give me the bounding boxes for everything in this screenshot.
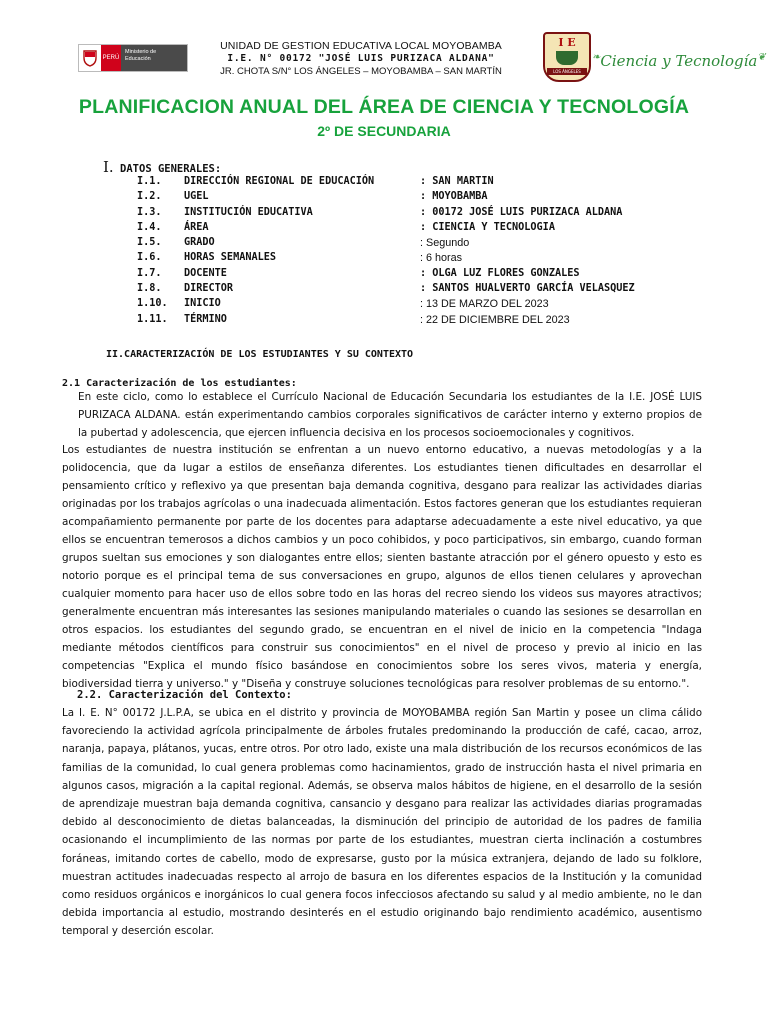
item-separator: : [420,252,426,265]
item-value-text: CIENCIA Y TECNOLOGIA [432,221,555,233]
logo-country: PERÚ [101,45,121,71]
item-key: HORAS SEMANALES [184,252,277,264]
item-value [420,268,579,279]
item-key: DIRECCIÓN REGIONAL DE EDUCACIÓN [184,176,375,187]
item-number: I.1. [137,176,162,187]
list-item [137,191,737,206]
item-number: I.7. [137,267,162,279]
item-separator: : [420,237,426,250]
list-item [137,176,737,191]
item-separator: : [420,298,426,311]
item-value [420,176,494,187]
paragraph-estudiantes: Los estudiantes de nuestra institución se enfrentan a un nuevo entorno educativo, a nuevas metodologías y a la polidocencia, que da lugar a estilos de enseñanza diferentes. Los estudiantes tienen dificultades en desarrollar el pensamiento crítico y reflexivo ya que presentan baja demanda cognitiva, desgano para realizar las actividades diarias originadas por los trabajos agrícolas o una inadecuada alimentación. Estos factores generan que los estudiantes requieran acompañamiento permanente por parte de los docentes para adaptarse adecuadamente a este nivel educativo, ya que ellos se encuentran temerosos a dichos cambios y un poco cohibidos, y poco participativos, sin embargo, cuando forman grupos sueltan sus emociones y son dialogantes entre ellos; sienten bastante atracción por el género opuesto y esto es notorio porque es el principal tema de sus conversaciones en grupo, algunos de ellos tienen celulares y aprovechan cualquier momento para hacer uso de ellos sobre todo en las horas del recreo siendo los videos sus mayores atractivos; generalmente encuentran más interesantes las sesiones manipulando materiales o cuando las sesiones se desarrollan en otros espacios. los estudiantes del segundo grado, se encuentran en el nivel de inicio en la competencia "Indaga mediante métodos científicos para construir sus conocimientos" en el nivel de proceso y previo al inicio en las competencias "Explica el mundo físico basándose en conocimientos sobre los seres vivos, materia y energía, biodiversidad tierra y universo." y "Diseña y construye soluciones tecnológicas para resolver problemas de su entorno.". [62,444,702,690]
list-item [137,314,737,329]
peru-shield-icon [79,45,101,71]
item-value-text: SANTOS HUALVERTO GARCÍA VELASQUEZ [432,283,635,295]
section-caracterizacion-heading: II.CARACTERIZACIÓN DE LOS ESTUDIANTES Y SU CONTEXTO [106,349,414,360]
page-subtitle: 2º DE SECUNDARIA [317,123,451,139]
item-number: I.3. [137,206,162,218]
leaf-icon: ❧ [592,52,601,63]
item-value [420,298,549,310]
item-key: INSTITUCIÓN EDUCATIVA [184,206,313,218]
ciencia-tecnologia-logo [592,52,766,70]
minedu-logo [78,44,188,72]
item-value-text: 6 horas [426,252,463,265]
item-key: UGEL [184,191,209,203]
item-value-text: OLGA LUZ FLORES GONZALES [432,267,580,279]
item-value [420,314,570,326]
crest-band: LOS ÁNGELES [547,68,587,75]
section-datos-generales-heading [103,158,221,176]
item-value [420,252,462,264]
logo-ministry: Ministerio de Educación [121,45,187,71]
item-key: DOCENTE [184,267,227,279]
item-value [420,237,469,249]
item-value [420,191,487,202]
item-key: INICIO [184,298,221,310]
item-value [420,207,622,218]
list-item [137,298,737,313]
item-value-text: SAN MARTIN [432,176,494,187]
list-item [137,222,737,237]
item-value [420,222,555,233]
list-item [137,207,737,222]
item-number: I.5. [137,237,162,249]
list-item [137,268,737,283]
script-title: Ciencia y Tecnología [600,52,758,70]
item-value-text: 00172 JOSÉ LUIS PURIZACA ALDANA [432,206,623,218]
item-number: 1.11. [137,313,168,325]
subsection-contexto-heading: 2.2. Caracterización del Contexto: [77,689,292,701]
page-title: PLANIFICACION ANUAL DEL ÁREA DE CIENCIA Y TECNOLOGÍA [78,96,690,118]
item-key: TÉRMINO [184,313,227,325]
item-key: DIRECTOR [184,283,234,295]
header-ugel: UNIDAD DE GESTION EDUCATIVA LOCAL MOYOBAMBA [220,40,502,52]
header-school: I.E. N° 00172 "JOSÉ LUIS PURIZACA ALDANA" [227,53,495,64]
subsection-estudiantes-heading: 2.1 Caracterización de los estudiantes: [62,378,297,389]
item-number: I.4. [137,221,162,233]
item-number: 1.10. [137,298,168,310]
crest-shield-icon [556,51,578,65]
item-value-text: MOYOBAMBA [432,191,488,203]
item-separator: : [420,267,433,279]
section-number: I. [103,158,114,176]
item-separator: : [420,176,433,187]
paragraph-contexto: La I. E. N° 00172 J.L.P.A, se ubica en el distrito y provincia de MOYOBAMBA región San Martin y posee un clima cálido favoreciendo la actividad agrícola principalmente de árboles frutales predominando la producción de café, cacao, arroz, naranja, papaya, plátanos, yucas, entre otros. Por otro lado, existe una mala distribución de los recursos económicos de las familias de la comunidad, lo cual genera problemas como hacinamientos, grado de instrucción hasta el nivel primaria en algunos casos, migración a la capital regional. Además, se observa malos hábitos de higiene, en el desarrollo de la sesión de aprendizaje muestran baja demanda cognitiva, cansancio y desgano para realizar las actividades diarias programadas debido al desconocimiento de dietas balanceadas, la disminución del principio de autoridad de los padres de familia ocasionando el incumplimiento de las normas por parte de los estudiantes, muestran cierta inclinación a costumbres foráneas, imitando cortes de cabello, modo de expresarse, gusto por la música extranjera, dejando de lado su folklore, muestran actitudes inadecuadas respecto al arrojo de basura en los diferentes espacios de la Institución y la comunidad como residuos orgánicos e inorgánicos lo cual genera focos infecciosos afectando su salud y al medio ambiente, no le dan debida importancia al estudio, mostrando desinterés en el estudio originando bajo rendimiento académico, ausentismo temporal y deserción escolar. [62,707,702,938]
header-text [196,40,526,78]
item-value-text: 22 DE DICIEMBRE DEL 2023 [426,313,570,326]
datos-generales-list [137,176,737,329]
item-separator: : [420,191,433,203]
list-item [137,252,737,267]
list-item [137,237,737,252]
section-heading-text: DATOS GENERALES: [120,163,222,175]
item-separator: : [420,283,433,295]
item-value-text: Segundo [426,237,470,250]
item-key: GRADO [184,237,215,249]
leaf-icon: ❦ [757,52,766,63]
item-separator: : [420,313,426,326]
item-number: I.2. [137,191,162,203]
item-value-text: 13 DE MARZO DEL 2023 [426,298,549,311]
list-item [137,283,737,298]
item-value [420,283,635,294]
school-crest-icon [543,32,591,82]
item-number: I.8. [137,283,162,295]
item-number: I.6. [137,252,162,264]
item-separator: : [420,206,433,218]
header-address: JR. CHOTA S/N° LOS ÁNGELES – MOYOBAMBA – SAN MARTÍN [220,66,502,77]
item-key: ÁREA [184,221,209,233]
item-separator: : [420,221,433,233]
crest-initials: I E [558,36,576,49]
paragraph-ciclo: En este ciclo, como lo establece el Currículo Nacional de Educación Secundaria los estudiantes de la I.E. JOSÉ LUIS PURIZACA ALDANA. están experimentando cambios corporales significativos de carácter interno y externo propios de la pubertad y adolescencia, que ejercen influencia decisiva en los procesos socioemocionales y cognitivos. [78,391,702,439]
